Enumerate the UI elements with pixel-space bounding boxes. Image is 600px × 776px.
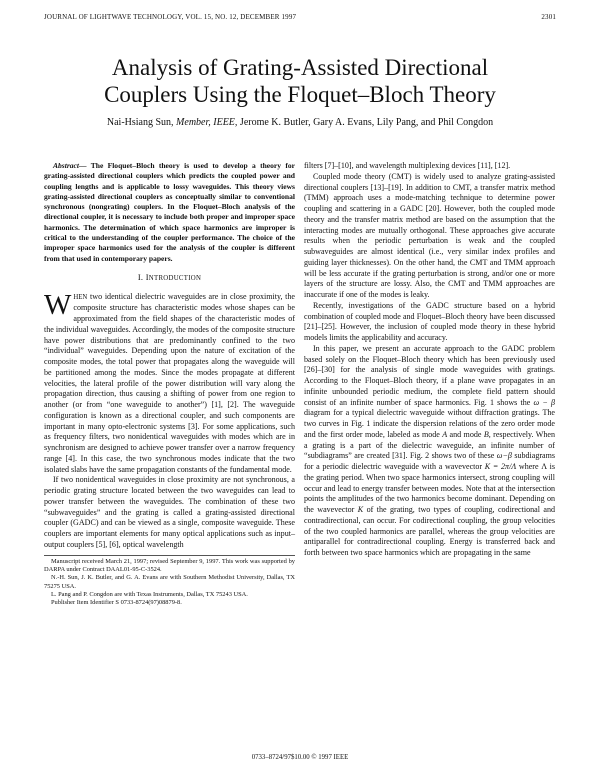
title-line-1: Analysis of Grating-Assisted Directional — [111, 55, 489, 80]
abstract — [44, 161, 295, 264]
omega-beta-symbol: ω − β — [533, 397, 555, 407]
page-number: 2301 — [541, 13, 556, 21]
right-paragraph-4: In this paper, we present an accurate approach to the GADC problem based solely on the Floquet–Bloch theory which has been previously used [26]–[30] for the analysis of single mode waveguides with gratings. According to the Floquet–Bloch theory, if a plane wave propagates in an infinite unbounded periodic medium, the complete field pattern should consist of an infinite number of space harmonics. Fig. 1 shows the ω − β diagram for a typical dielectric waveguide without diffraction gratings. The two curves in Fig. 1 indicate the dispersion relations of the zero order mode and the first order mode, labeled as mode A and mode B, respectively. When a grating is a part of the dielectric waveguide, an infinite number of “subdiagrams” are created [31]. Fig. 2 shows two of these ω−β subdiagrams for a periodic dielectric waveguide with a wavevector K = 2π/Λ where Λ is the grating period. When two space harmonics intersect, strong coupling will occur and lead to energy transfer between modes. Note that at the intersection points the amplitudes of the two harmonics become dominant. Depending on the wavevector K of the grating, two types of coupling, codirectional and contradirectional, can occur. For codirectional coupling, the group velocities of the two coupled harmonics are parallel, whereas the group velocities are antiparallel for contradirectional coupling. Energy is transferred back and forth between two space harmonics which are propagating in the same — [304, 343, 556, 557]
omega-beta-symbol-2: ω−β — [496, 451, 512, 461]
other-authors: Jerome K. Butler, Gary A. Evans, Lily Pang, and Phil Congdon — [239, 117, 494, 128]
footnotes — [44, 555, 295, 608]
left-column — [44, 161, 295, 608]
right-paragraph-2: Coupled mode theory (CMT) is widely used to analyze grating-assisted directional couplers [13]–[19]. In addition to CMT, a transfer matrix method (TMM) approach uses a mode-matching technique to determine power coupling and scattering in a GADC [20]. However, both the coupled mode theory and the transfer matrix method are based on the assumption that the interacting modes are mutually orthogonal. These approaches give accurate results when the periodic perturbation is weak and the coupled subwaveguides are almost identical (i.e., very similar index profiles and guiding layer thicknesses). On the other hand, the CMT and TMM approach will be less accurate if the grating perturbation is strong, and/or one or more layers of the structure are lossy. Also, the CMT and TMM approaches are inaccurate if one of the modes is leaky. — [304, 171, 555, 299]
first-author: Nai-Hsiang Sun, — [106, 117, 174, 128]
drop-cap: W — [44, 288, 72, 321]
footnote-affiliation-smu: N.-H. Sun, J. K. Butler, and G. A. Evans are with Southern Methodist University, Dallas, TX 75275 USA. — [44, 574, 295, 590]
right-paragraph-3: Recently, investigations of the GADC structure based on a hybrid combination of coupled mode and Floquet–Bloch theory have been discussed [21]–[25]. However, the inclusion of coupled mode theory in these hybrid models limits the applicability and accuracy. — [304, 300, 555, 342]
wavevector-equation: K = 2π/Λ — [484, 462, 517, 471]
wavevector-symbol: K — [357, 505, 364, 514]
right-paragraph-1: filters [7]–[10], and wavelength multiplexing devices [11], [12]. — [304, 161, 511, 170]
copyright-footer: 0733–8724/97$10.00 © 1997 IEEE — [251, 754, 349, 761]
footnote-manuscript: Manuscript received March 21, 1997; revised September 9, 1997. This work was supported by DARPA under Contract DAAL01-95-C-3524. — [44, 557, 295, 574]
mode-b-symbol: B, — [483, 429, 491, 439]
intro-p1-text: two identical dielectric waveguides are in close proximity, the composite structure has characteristic modes whose shapes can be approximated from the field shapes of the characteristic modes of the individual waveguides. Accordingly, the modes of the composite structure have power distributions that are predominantly confined to the two “individual” waveguides. Depending upon the nature of excitation of the composite modes, the total power that propagates along the waveguide will be partitioned among the modes. Since the modes propagate at different velocities, the lateral profile of the power distribution will vary along the propagation direction, thus causing a shifting of power from one region to another (or from “one waveguide to another”) [1], [2]. The waveguide configuration is known as a directional coupler, and such components are important in many opto-electronic systems [3]. For some applications, such as frequency filters, two nonidentical waveguides with modes which are in synchronism are designed to achieve power transfer over a narrow frequency range [4]. In this case, the two synchronous modes indicate that the two isolated slabs have the same propagation constants of the fundamental mode. — [44, 291, 295, 474]
journal-citation: JOURNAL OF LIGHTWAVE TECHNOLOGY, VOL. 15, NO. 12, DECEMBER 1997 — [44, 13, 297, 21]
intro-p1-cap-rest: HEN — [73, 293, 88, 301]
paper-title — [30, 54, 570, 108]
author-line — [30, 117, 570, 128]
intro-paragraph-2: If two nonidentical waveguides in close proximity are not synchronous, a periodic grating structure located between the two waveguides can lead to power transfer between the waveguides. The combination of these two “subwaveguides” and the grating is called a grating-assisted directional coupler (GADC) and can be viewed as a single, composite waveguide. These couplers are important elements for many optical applications such as input–output couplers [5], [6], optical wavelength — [44, 475, 295, 549]
footnote-publisher-id: Publisher Item Identifier S 0733-8724(97)08879-8. — [51, 599, 182, 607]
abstract-lead: Abstract— — [53, 161, 87, 170]
footnote-affiliation-ti: L. Pang and P. Congdon are with Texas Instruments, Dallas, TX 75243 USA. — [51, 590, 248, 598]
mode-a-symbol: A — [442, 429, 448, 439]
running-header — [44, 13, 556, 21]
right-column — [304, 161, 555, 559]
section-heading-introduction: I. INTRODUCTION — [137, 272, 202, 282]
first-author-title: Member, IEEE, — [176, 117, 238, 128]
title-line-2: Couplers Using the Floquet–Bloch Theory — [104, 82, 496, 107]
intro-paragraph-1 — [44, 288, 295, 476]
abstract-text: The Floquet–Bloch theory is used to develop a theory for grating-assisted directional couplers which predicts the coupled power and coupling lengths and is applicable to lossy waveguides. This theory views grating-assisted directional couplers as conceptually similar to conventional synchronous (nongrating) couplers. In the Floquet–Bloch analysis of the directional coupler, it is necessary to include both proper and improper space harmonics. The determination of which space harmonics are improper is critical to the understanding of the coupler performance. The choice of the improper space harmonics used for the analysis of the coupler is different from that used in contemporary papers. — [44, 161, 295, 263]
